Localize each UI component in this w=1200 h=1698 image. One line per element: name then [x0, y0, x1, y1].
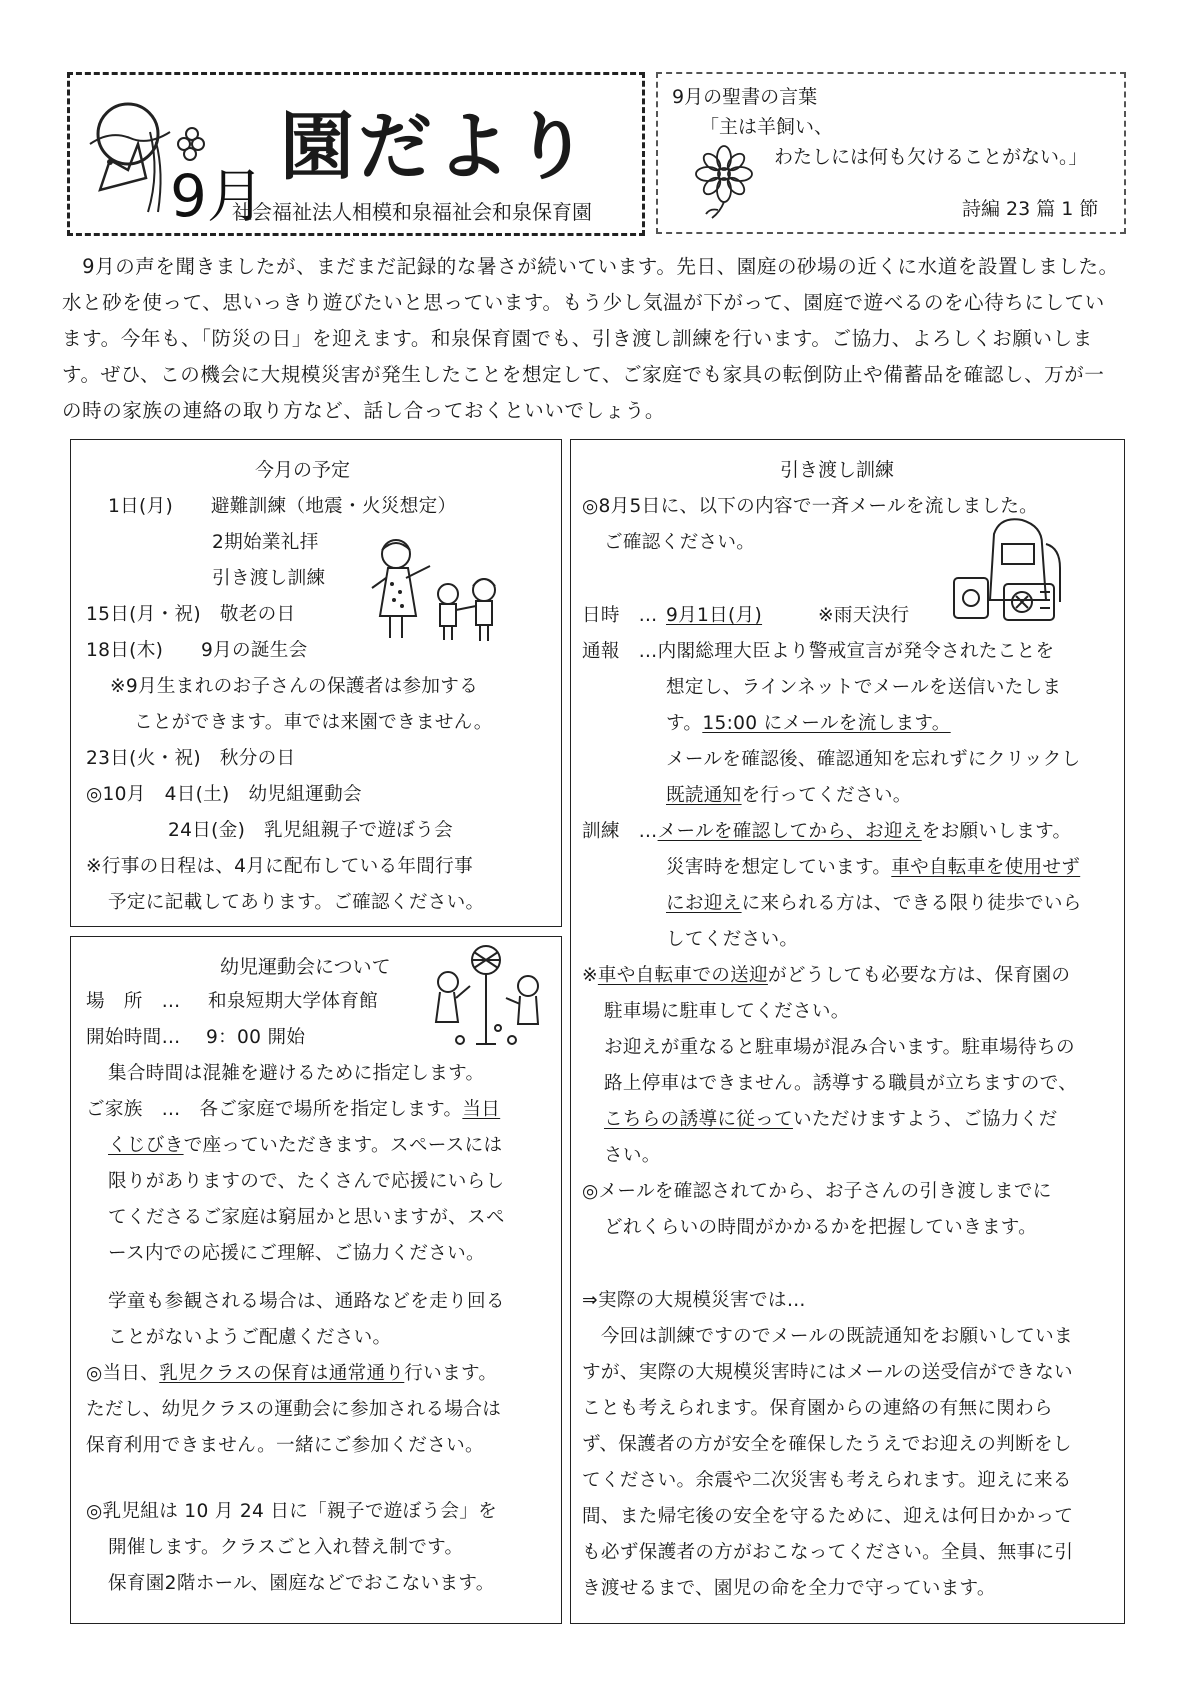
drill-train-l3-rest: に来られる方は、できる限り徒歩でいら	[741, 893, 1082, 914]
drill-real-line: 今回は訓練ですのでメールの既読通知をお願いしていま	[582, 1326, 1073, 1347]
children-walking-illustration	[366, 532, 520, 650]
intro-line-5: の時の家族の連絡の取り方など、話し合っておくといいでしょう。	[62, 399, 666, 422]
intro-line-1: 9月の声を聞きましたが、まだまだ記録的な暑さが続いています。先日、園庭の砂場の近くに水道を設置しました。	[62, 255, 1119, 278]
month-logo-illustration	[80, 92, 265, 230]
drill-mail-line-2: ご確認ください。	[604, 532, 756, 553]
drill-real-line: ことも考えられます。保育園からの連絡の有無に関わら	[582, 1398, 1053, 1419]
sports-school-line-2: ことがないようご配慮ください。	[108, 1327, 392, 1348]
verse-line-1: 「主は羊飼い、	[700, 116, 834, 138]
drill-date-label: 日時 …	[582, 605, 658, 626]
drill-read-receipt-underline: 既読通知	[666, 785, 742, 806]
newsletter-title: 園だより	[280, 104, 592, 190]
drill-guidance-underline: こちらの誘導に従って	[604, 1109, 793, 1130]
drill-real-line: 間、また帰宅後の安全を守るために、迎えは何日かかって	[582, 1506, 1074, 1527]
sports-day-title: 幼児運動会について	[220, 956, 391, 978]
sports-start-label: 開始時間…	[86, 1027, 181, 1048]
drill-car-underline: 車や自転車での送迎	[597, 965, 768, 986]
schedule-line: 23日(火・祝) 秋分の日	[86, 748, 296, 769]
drill-pickup-underline: にお迎え	[666, 893, 742, 914]
drill-train-line-1	[582, 817, 1071, 843]
drill-notice-line-1: 通報 …内閣総理大臣より警戒宣言が発令されたことを	[582, 641, 1055, 662]
schedule-line: 予定に記載してあります。ご確認ください。	[108, 892, 485, 913]
sports-infant-post: 行います。	[404, 1363, 498, 1384]
drill-car-line-6: さい。	[604, 1145, 661, 1166]
sports-family-line-4: てくださるご家庭は窮屈かと思いますが、スペ	[108, 1207, 505, 1228]
drill-train-l2-pre: 災害時を想定しています。	[666, 857, 892, 878]
drill-real-line: ず、保護者の方が安全を確保したうえでお迎えの判断をし	[582, 1434, 1072, 1455]
drill-notice-line-4: メールを確認後、確認通知を忘れずにクリックし	[666, 749, 1081, 770]
drill-date-value: 9月1日(月)	[666, 605, 763, 626]
drill-train-label: 訓練 …	[582, 821, 658, 842]
drill-car-line-2: 駐車場に駐車してください。	[604, 1001, 850, 1022]
schedule-line: 18日(木) 9月の誕生会	[86, 640, 308, 661]
schedule-line: 引き渡し訓練	[212, 568, 326, 589]
organization-name: 社会福祉法人相模和泉福祉会和泉保育園	[232, 200, 592, 224]
drill-train-underline: メールを確認してから、お迎え	[657, 821, 922, 842]
sports-family-line-1	[86, 1095, 500, 1121]
schedule-line: 15日(月・祝) 敬老の日	[86, 604, 296, 625]
drill-train-line-2	[666, 853, 1080, 879]
month-mark: 9月	[170, 162, 265, 230]
drill-car-rest: がどうしても必要な方は、保育園の	[767, 965, 1071, 986]
drill-notice-pre: す。	[666, 713, 703, 734]
emergency-kit-illustration	[950, 514, 1074, 626]
verse-line-2: わたしには何も欠けることがない。」	[774, 146, 1088, 168]
verse-reference: 詩編 23 篇 1 節	[962, 198, 1099, 220]
kids-ball-toss-illustration	[428, 942, 546, 1050]
sports-oyako-line-2: 開催します。クラスごと入れ替え制です。	[108, 1537, 464, 1558]
drill-real-line: も必ず保護者の方がおこなってください。全員、無事に引	[582, 1542, 1074, 1563]
sports-infant-underline: 乳児クラスの保育は通常通り	[159, 1363, 405, 1384]
sports-oyako-line-3: 保育園2階ホール、園庭などでおこないます。	[108, 1573, 495, 1594]
schedule-title: 今月の予定	[255, 459, 351, 481]
drill-mail-line-1: ◎8月5日に、以下の内容で一斉メールを流しました。	[582, 496, 1039, 517]
sports-infant-pre: ◎当日、	[86, 1363, 160, 1384]
drill-real-line: き渡せるまで、園児の命を全力で守っています。	[582, 1578, 996, 1599]
drill-train-line-3	[666, 889, 1082, 915]
schedule-line: ※行事の日程は、4月に配布している年間行事	[86, 856, 473, 877]
drill-car-line-5	[604, 1105, 1057, 1131]
sports-lottery-underline: くじびき	[108, 1135, 184, 1156]
sports-oyako-line-1: ◎乳児組は 10 月 24 日に「親子で遊ぼう会」を	[86, 1501, 498, 1522]
schedule-line: 1日(月) 避難訓練（地震・火災想定）	[108, 496, 457, 517]
drill-car-mark: ※	[582, 965, 598, 986]
sports-place-value: 和泉短期大学体育館	[208, 991, 379, 1012]
drill-real-line: てください。余震や二次災害も考えられます。迎えに来る	[582, 1470, 1072, 1491]
intro-line-4: す。ぜひ、この機会に大規模災害が発生したことを想定して、ご家庭でも家具の転倒防止や備蓄品を確認し、万が一	[62, 363, 1105, 386]
drill-grasp-line-2: どれくらいの時間がかかるかを把握していきます。	[604, 1217, 1038, 1238]
drill-real-line: すが、実際の大規模災害時にはメールの送受信ができない	[582, 1362, 1073, 1383]
intro-line-2: 水と砂を使って、思いっきり遊びたいと思っています。もう少し気温が下がって、園庭で遊べるのを心待ちにしてい	[62, 291, 1105, 314]
drill-notice-rest: を行ってください。	[741, 785, 912, 806]
schedule-line: 2期始業礼拝	[212, 532, 319, 553]
drill-car-l5-rest: いただけますよう、ご協力くだ	[792, 1109, 1058, 1130]
verse-title: 9月の聖書の言葉	[672, 86, 818, 108]
drill-rain-note: ※雨天決行	[818, 605, 910, 626]
sports-place-label: 場 所 …	[86, 991, 181, 1012]
schedule-line: ことができます。車では来園できません。	[134, 712, 493, 733]
drill-car-line-3: お迎えが重なると駐車場が混み合います。駐車場待ちの	[604, 1037, 1075, 1058]
schedule-line: 24日(金) 乳児組親子で遊ぼう会	[168, 820, 453, 841]
sports-infant-line-1	[86, 1359, 497, 1385]
drill-notice-line-5	[666, 781, 912, 807]
drill-car-line-1	[582, 961, 1070, 987]
cosmos-flower-illustration	[688, 144, 760, 220]
drill-mail-time-underline: 15:00 にメールを流します。	[702, 713, 951, 734]
drill-train-line-4: してください。	[666, 929, 799, 950]
schedule-line: ◎10月 4日(土) 幼児組運動会	[86, 784, 362, 805]
sports-family-label: ご家族 … 各ご家庭で場所を指定します。	[86, 1099, 463, 1120]
drill-train-rest: をお願いします。	[921, 821, 1072, 842]
drill-real-disaster-title: ⇒実際の大規模災害では…	[582, 1290, 806, 1311]
drill-title: 引き渡し訓練	[780, 459, 895, 481]
sports-family-line-2	[108, 1131, 502, 1157]
sports-family-underline: 当日	[462, 1099, 501, 1120]
drill-notice-line-2: 想定し、ラインネットでメールを送信いたしま	[666, 677, 1062, 698]
intro-line-3: ます。今年も、「防災の日」を迎えます。和泉保育園でも、引き渡し訓練を行います。ご協力、よろしくお願いしま	[62, 327, 1093, 350]
drill-no-car-underline: 車や自転車を使用せず	[891, 857, 1081, 878]
drill-grasp-line-1: ◎メールを確認されてから、お子さんの引き渡しまでに	[582, 1181, 1052, 1202]
sports-school-line-1: 学童も参観される場合は、通路などを走り回る	[108, 1291, 505, 1312]
sports-family-line-3: 限りがありますので、たくさんで応援にいらし	[108, 1171, 505, 1192]
sports-assembly-note: 集合時間は混雑を避けるために指定します。	[108, 1063, 485, 1084]
sports-family-line-5: ース内での応援にご理解、ご協力ください。	[108, 1243, 485, 1264]
schedule-line: ※9月生まれのお子さんの保護者は参加する	[110, 676, 479, 697]
sports-family-text: で座っていただきます。スペースには	[183, 1135, 503, 1156]
drill-car-line-4: 路上停車はできません。誘導する職員が立ちますので、	[604, 1073, 1078, 1094]
sports-start-value: 9：00 開始	[206, 1027, 306, 1048]
sports-infant-line-2: ただし、幼児クラスの運動会に参加される場合は	[86, 1399, 502, 1420]
sports-infant-line-3: 保育利用できません。一緒にご参加ください。	[86, 1435, 484, 1456]
drill-notice-line-3	[666, 709, 951, 735]
